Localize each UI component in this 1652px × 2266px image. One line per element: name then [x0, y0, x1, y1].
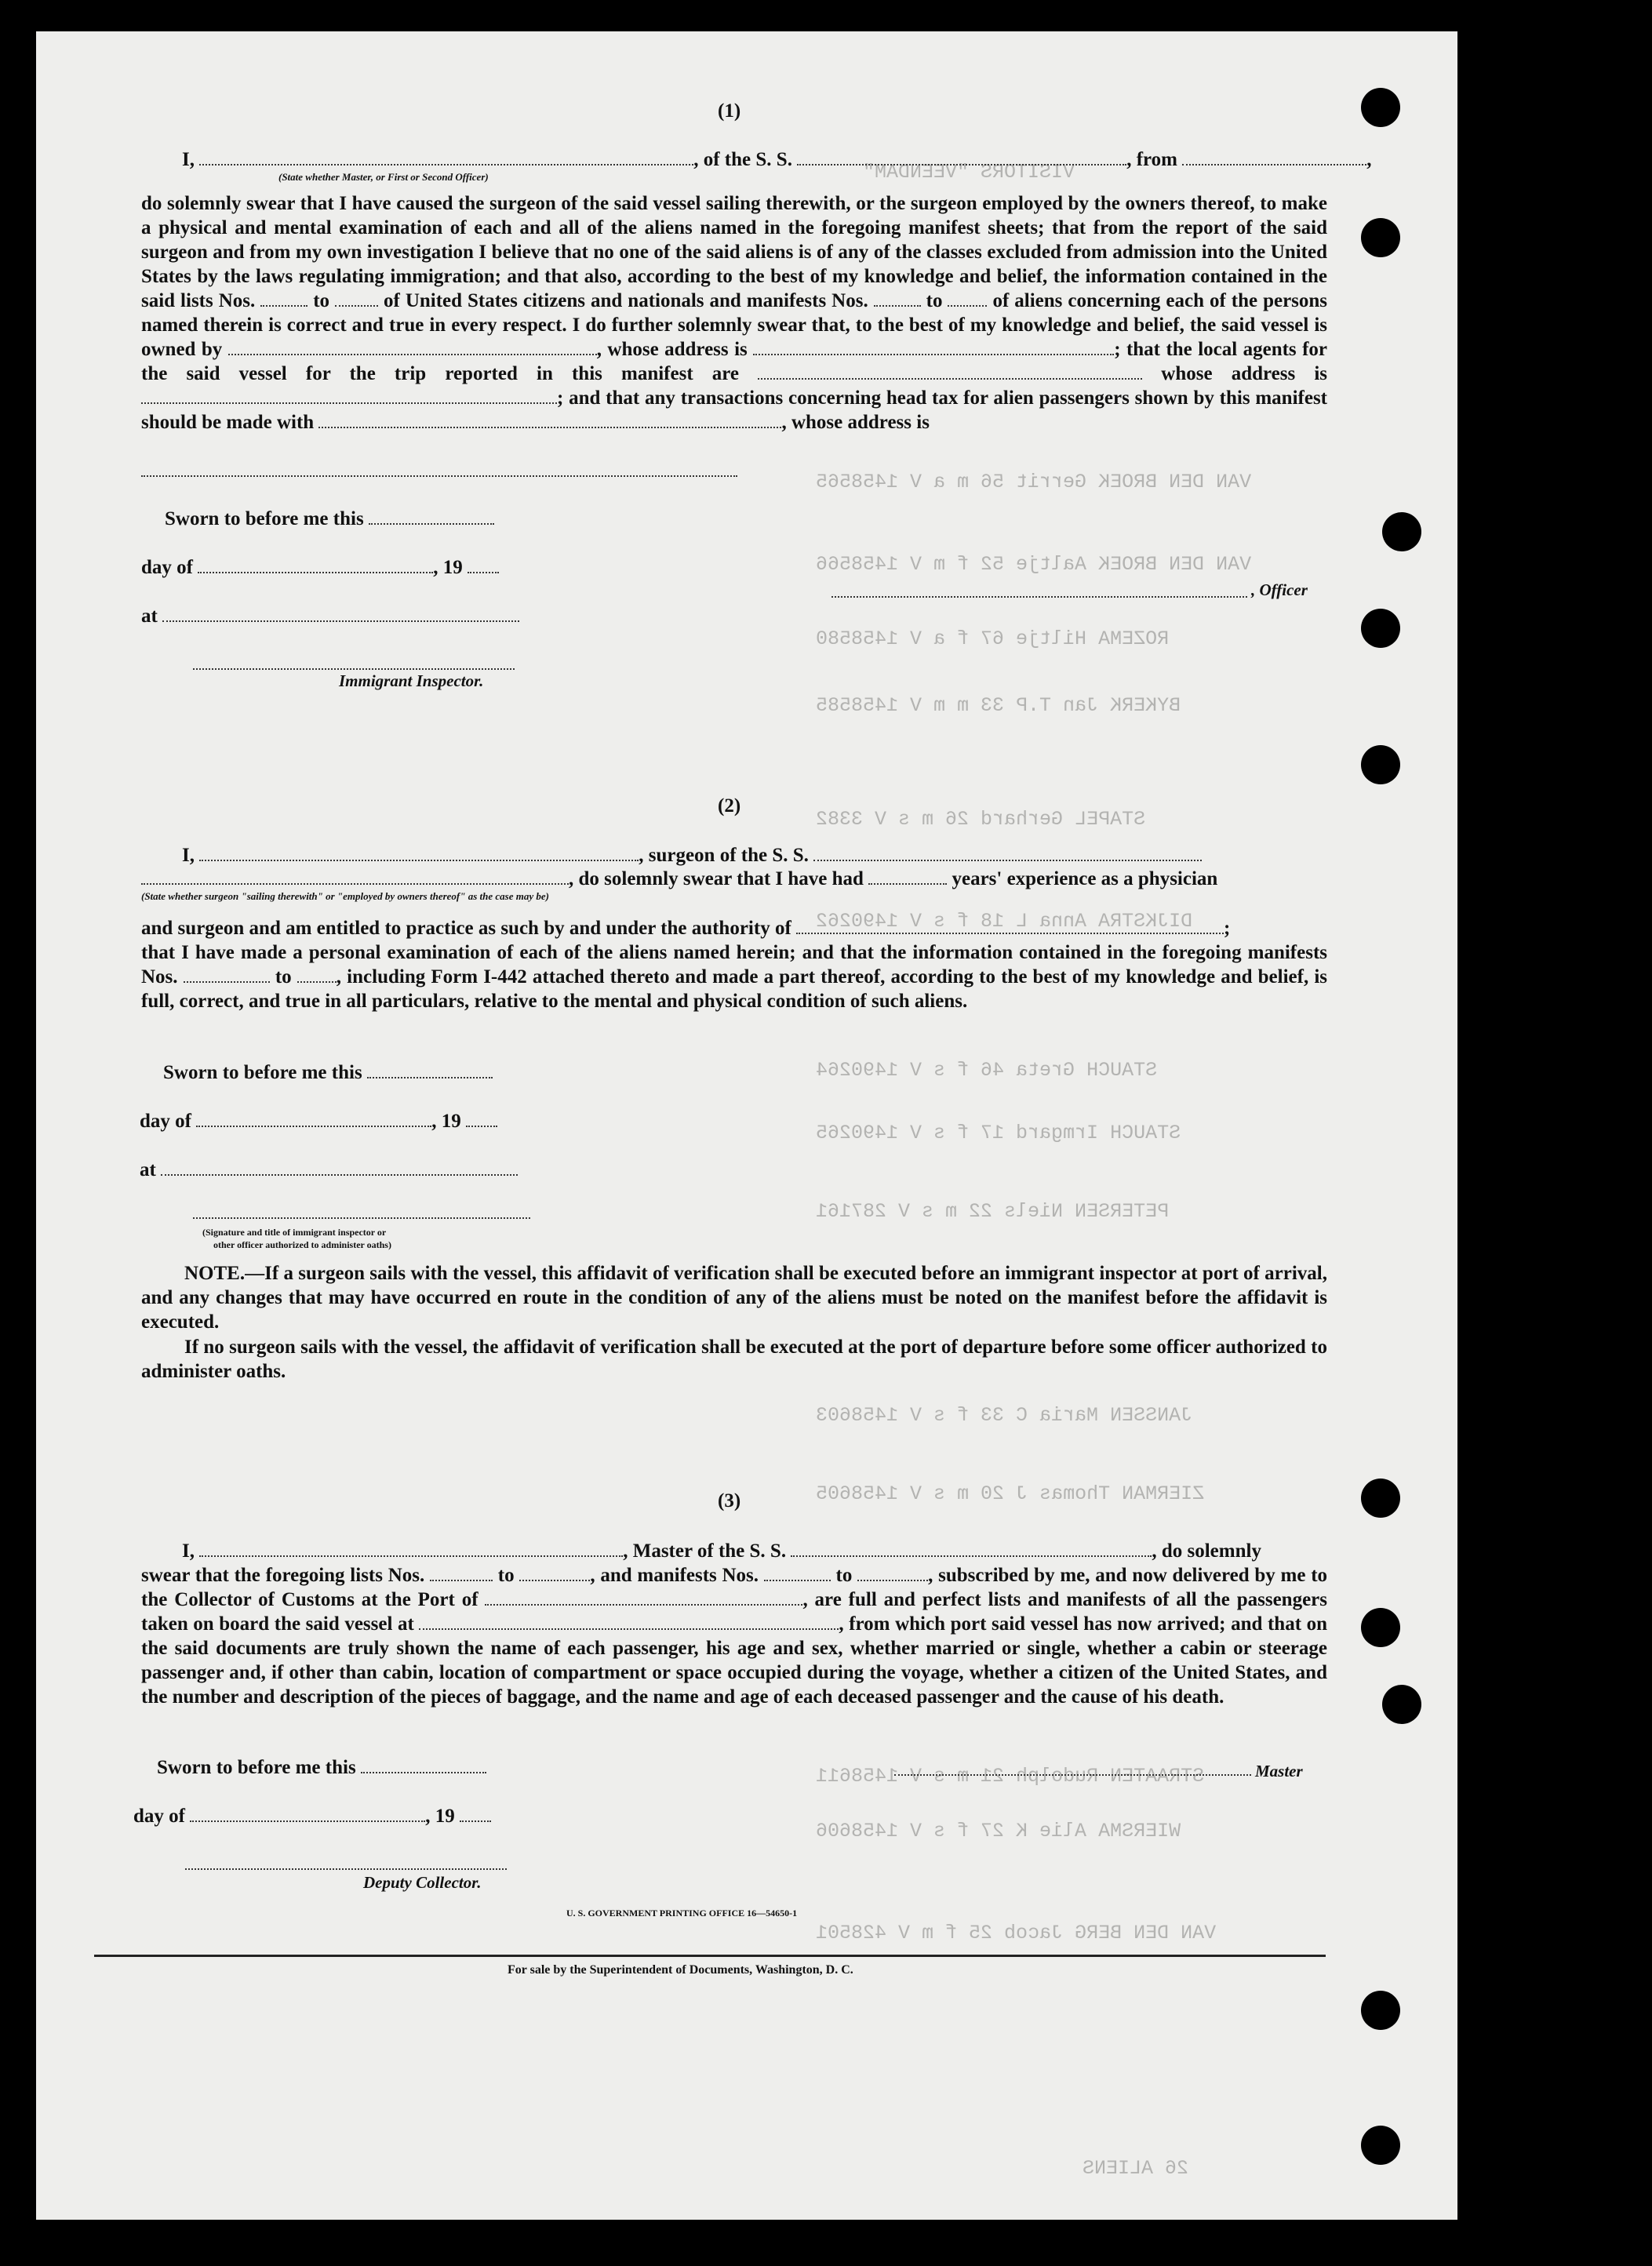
at-line-1: at [141, 604, 519, 628]
head-tax-contact-field[interactable] [318, 411, 781, 428]
officer-caption: (State whether Master, or First or Second Officer) [278, 171, 489, 183]
footer-rule [94, 1955, 1326, 1957]
officer-caption-label: , Officer [1251, 580, 1308, 599]
authority-line: and surgeon and am entitled to practice as such by and under the authority of ; [141, 918, 1231, 939]
printing-office-note: U. S. GOVERNMENT PRINTING OFFICE 16—54650-1 [566, 1908, 798, 1919]
signature-caption-2a: (Signature and title of immigrant inspector or [202, 1227, 387, 1238]
punch-hole [1361, 2126, 1400, 2165]
deputy-collector-caption: Deputy Collector. [363, 1873, 482, 1892]
master-line: I, , Master of the S. S. , do solemnly [182, 1540, 1261, 1562]
place-field-1[interactable] [162, 605, 519, 622]
deputy-collector-signature-line[interactable] [185, 1868, 507, 1870]
punch-hole [1361, 88, 1400, 127]
month-field-2[interactable] [196, 1110, 431, 1127]
punch-hole [1361, 1991, 1400, 2030]
sworn-line-1: Sworn to before me this [165, 507, 494, 531]
immigrant-inspector-caption: Immigrant Inspector. [339, 671, 484, 690]
punch-hole [1361, 1608, 1400, 1647]
note-paragraph: NOTE.—If a surgeon sails with the vessel, this affidavit of verification shall be executed before an immigrant inspector at port of arrival, and any changes that may have occurred en route in the condition of any of the aliens must be noted on the manifest before the affidavit is executed. [141, 1263, 1327, 1333]
surgeon-line: I, , surgeon of the S. S. [182, 843, 1202, 867]
manifest-no-to-field[interactable] [948, 289, 987, 307]
month-field-1[interactable] [198, 556, 433, 573]
year-field-2[interactable] [466, 1110, 497, 1127]
owner-address-field[interactable] [753, 338, 1114, 355]
year-field-3[interactable] [460, 1805, 491, 1822]
owner-field[interactable] [228, 338, 597, 355]
section-1-heading: (1) [718, 100, 741, 122]
list-no-from-field[interactable] [260, 289, 307, 307]
signature-caption-2b: other officer authorized to administer oaths) [213, 1239, 391, 1250]
head-tax-address-line[interactable] [141, 475, 737, 477]
authority-field[interactable] [796, 917, 1224, 934]
sworn-line-3: Sworn to before me this [157, 1755, 486, 1780]
surgeon-caption: (State whether surgeon "sailing therewith" or "employed by owners thereof" as the case may be) [141, 890, 549, 902]
section-2-heading: (2) [718, 795, 741, 817]
signature-line-2[interactable] [193, 1217, 530, 1219]
master-caption: Master [1255, 1762, 1303, 1780]
section-3-heading: (3) [718, 1490, 741, 1511]
manifest-no-field-3a[interactable] [764, 1564, 831, 1581]
inspector-signature-line[interactable] [193, 668, 515, 670]
section-1-paragraph: do solemnly swear that I have caused the surgeon of the said vessel sailing therewith, or the surgeon employed by the owners thereof, to make a physical and mental examination of each and all of the aliens named in the foregoing manifest sheets; that from the report of the said surgeon and from my own investigation I believe that no one of the said aliens is of any of the classes excluded from admission into the United States by the laws regulating immigration; and that also, according to the best of my knowledge and belief, the information contained in the said lists Nos. to of United States citizens and nationals and manifests Nos. to of aliens concerning each of the persons named therein is correct and true in every respect. I do further solemnly swear that, to the best of my knowledge and belief, the said vessel is owned by , whose address is ; that the local agents for the said vessel for the trip reported in this manifest are whose address is ; and that any transactions concerning head tax for alien passengers shown by this manifest should be made with , whose address is [141, 193, 1328, 433]
place-field-2[interactable] [161, 1158, 518, 1176]
sworn-day-field-1[interactable] [369, 507, 494, 525]
month-field-3[interactable] [190, 1805, 425, 1822]
port-from-field[interactable] [1182, 148, 1366, 165]
day-of-line-1: day of , 19 [141, 555, 499, 580]
list-no-to-field[interactable] [335, 289, 378, 307]
surgeon-vessel-field[interactable] [813, 844, 1202, 861]
boarding-port-field[interactable] [419, 1613, 839, 1630]
section-1-oath-line: I, , of the S. S. , from , [182, 149, 1372, 170]
sworn-line-2: Sworn to before me this [163, 1060, 493, 1085]
agents-address-field[interactable] [141, 387, 557, 404]
surgeon-name-field[interactable] [199, 844, 639, 861]
port-field-3[interactable] [485, 1588, 802, 1606]
punch-hole [1382, 512, 1421, 551]
years-field[interactable] [868, 867, 947, 885]
punch-hole [1361, 745, 1400, 784]
punch-hole [1361, 218, 1400, 257]
section-2-paragraph: that I have made a personal examination of each of the aliens named herein; and that the information contained in the foregoing manifests Nos. to , including Form I-442 attached thereto and made a part thereof, according to the best of my knowledge and belief, is full, correct, and true in all particulars, relative to the mental and physical condition of such aliens. [141, 942, 1328, 1012]
punch-hole [1361, 609, 1400, 648]
year-field-1[interactable] [468, 556, 499, 573]
day-of-line-3: day of , 19 [133, 1804, 491, 1828]
master-signature-line[interactable] [894, 1774, 1251, 1776]
section-3-paragraph: swear that the foregoing lists Nos. to , and manifests Nos. to , subscribed by me, and now delivered by me to the Collector of Customs at the Port of , are full and perfect lists and manifests of all the passengers taken on board the said vessel at , from which port said vessel has now arrived; and that on the said documents are truly shown the name of each passenger, his age and sex, whether married or single, whether a cabin or steerage passenger and, if other than cabin, location of compartment or space occupied during the voyage, whether a citizen of the United States, and the number and description of the pieces of baggage, and the name and age of each deceased passenger and the cause of his death. [141, 1565, 1328, 1708]
local-agents-field[interactable] [758, 362, 1142, 380]
manifest-no-field-2a[interactable] [184, 966, 270, 983]
punch-hole [1382, 1685, 1421, 1724]
for-sale-note: For sale by the Superintendent of Documents, Washington, D. C. [508, 1963, 853, 1977]
punch-hole [1361, 1479, 1400, 1518]
master-vessel-field[interactable] [791, 1540, 1152, 1557]
surgeon-line-2: , do solemnly swear that I have had years' experience as a physician [141, 867, 1217, 891]
list-no-field-3b[interactable] [519, 1564, 590, 1581]
at-line-2: at [140, 1158, 518, 1182]
note-paragraph-2: If no surgeon sails with the vessel, the affidavit of verification shall be executed at the port of departure before some officer authorized to administer oaths. [141, 1337, 1327, 1382]
master-name-field[interactable] [199, 1540, 623, 1557]
manifest-no-from-field[interactable] [874, 289, 921, 307]
vessel-name-field[interactable] [797, 148, 1126, 165]
manifest-no-field-3b[interactable] [857, 1564, 928, 1581]
list-no-field-3a[interactable] [430, 1564, 493, 1581]
day-of-line-2: day of , 19 [140, 1109, 497, 1133]
manifest-no-field-2b[interactable] [297, 966, 337, 983]
surgeon-status-field[interactable] [141, 867, 569, 885]
officer-title-field[interactable] [199, 148, 693, 165]
sworn-day-field-3[interactable] [361, 1756, 486, 1773]
officer-signature-line[interactable] [831, 596, 1247, 598]
sworn-day-field-2[interactable] [367, 1061, 493, 1078]
